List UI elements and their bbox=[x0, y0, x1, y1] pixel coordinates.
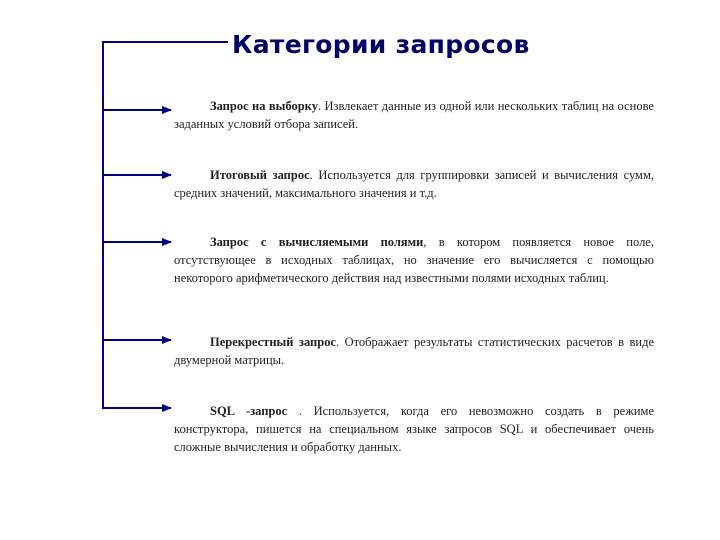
category-description: . Отображает результаты статистических расчетов в виде двумерной матрицы. bbox=[174, 335, 654, 367]
category-description: . Извлекает данные из одной или нескольких таблиц на основе заданных условий отбора записей. bbox=[174, 99, 654, 131]
category-term: SQL -запрос bbox=[210, 404, 288, 418]
category-term: Запрос на выборку bbox=[210, 99, 318, 113]
category-crosstab-query bbox=[174, 333, 654, 369]
category-sql-query bbox=[174, 402, 654, 456]
category-description: , в котором появляется новое поле, отсутствующее в исходных таблицах, но значение его вычисляется с помощью некоторого арифметического действия над известными полями исходных таблиц. bbox=[174, 235, 654, 285]
category-summary-query bbox=[174, 166, 654, 202]
category-description: . Используется, когда его невозможно создать в режиме конструктора, пишется на специальном языке запросов SQL и обеспечивает очень сложные вычисления и обработку данных. bbox=[174, 404, 654, 454]
category-select-query bbox=[174, 97, 654, 133]
category-description: . Используется для группировки записей и вычисления сумм, средних значений, максимального значения и т.д. bbox=[174, 168, 654, 200]
diagram-title: Категории запросов bbox=[232, 30, 530, 59]
category-term: Перекрестный запрос bbox=[210, 335, 336, 349]
category-term: Итоговый запрос bbox=[210, 168, 310, 182]
category-calculated-fields-query bbox=[174, 233, 654, 287]
category-term: Запрос с вычисляемыми полями bbox=[210, 235, 424, 249]
